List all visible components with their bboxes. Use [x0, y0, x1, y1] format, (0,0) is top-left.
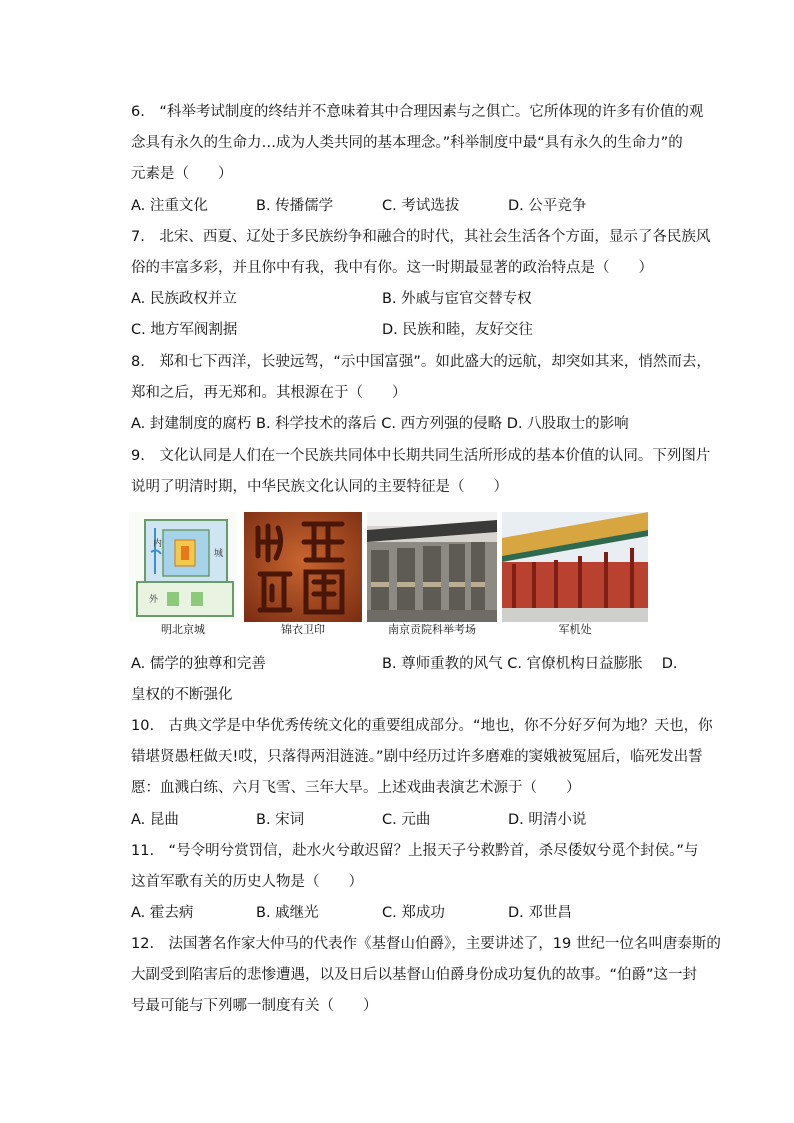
caption-exam-hall: 南京贡院科举考场 — [388, 623, 476, 636]
q7-stem-line-1: 7. 北宋、西夏、辽处于多民族纷争和融合的时代，其社会生活各个方面，显示了各民族风 — [131, 229, 711, 245]
q6-option-b[interactable]: B. 传播儒学 — [256, 198, 334, 214]
q6-stem-line-2: 念具有永久的生命力…成为人类共同的基本理念。”科举制度中最“具有永久的生命力”的 — [131, 135, 683, 151]
q10-option-d[interactable]: D. 明清小说 — [508, 812, 587, 828]
q11-option-b[interactable]: B. 戚继光 — [256, 905, 319, 921]
q11-stem-line-1: 11. “号令明兮赏罚信，赴水火兮敢迟留？上报天子兮救黔首，杀尽倭奴兮觅个封侯。”与 — [131, 843, 699, 859]
seal-image — [244, 512, 362, 622]
q8-options-line[interactable]: A. 封建制度的腐朽 B. 科学技术的落后 C. 西方列强的侵略 D. 八股取士的影响 — [131, 416, 629, 432]
q8-stem-line-2: 郑和之后，再无郑和。其根源在于（ ） — [131, 385, 407, 401]
q10-stem-line-2: 错堪贤愚枉做天!哎，只落得两泪涟涟。”剧中经历过许多磨难的窦娥被冤屈后，临死发出誓 — [131, 749, 703, 765]
q7-option-b[interactable]: B. 外戚与宦官交替专权 — [382, 291, 532, 307]
q6-stem-line-1: 6. “科举考试制度的终结并不意味着其中合理因素与之俱亡。它所体现的许多有价值的观 — [131, 104, 704, 120]
q11-option-c[interactable]: C. 郑成功 — [382, 905, 445, 921]
q10-stem-line-3: 愿：血溅白练、六月飞雪、三年大旱。上述戏曲表演艺术源于（ ） — [131, 780, 581, 796]
q9-image-row — [129, 512, 649, 637]
beijing-map-image — [129, 512, 237, 622]
q12-stem-line-2: 大副受到陷害后的悲惨遭遇，以及日后以基督山伯爵身份成功复仇的故事。“伯爵”这一封 — [131, 967, 698, 983]
q12-stem-line-3: 号最可能与下列哪一制度有关（ ） — [131, 998, 378, 1014]
caption-beijing: 明北京城 — [161, 623, 205, 636]
q12-stem-line-1: 12. 法国著名作家大仲马的代表作《基督山伯爵》，主要讲述了，19 世纪一位名叫唐泰斯的 — [131, 936, 721, 952]
q7-option-a[interactable]: A. 民族政权并立 — [131, 291, 237, 307]
junjichu-image — [502, 512, 648, 622]
q6-option-a[interactable]: A. 注重文化 — [131, 198, 208, 214]
q7-stem-line-2: 俗的丰富多彩，并且你中有我，我中有你。这一时期最显著的政治特点是（ ） — [131, 260, 653, 276]
q10-stem-line-1: 10. 古典文学是中华优秀传统文化的重要组成部分。“地也，你不分好歹何为地？天也，你 — [131, 718, 713, 734]
q7-option-d[interactable]: D. 民族和睦，友好交往 — [382, 322, 533, 338]
caption-seal: 锦衣卫印 — [281, 623, 325, 636]
map-label-outer: 外 — [149, 595, 159, 605]
q9-option-bcd[interactable]: B. 尊师重教的风气 C. 官僚机构日益膨胀 D. — [382, 656, 678, 672]
q11-stem-line-2: 这首军歌有关的历史人物是（ ） — [131, 874, 363, 890]
q6-stem-line-3: 元素是（ ） — [131, 166, 233, 182]
q10-option-b[interactable]: B. 宋词 — [256, 812, 305, 828]
q7-option-c[interactable]: C. 地方军阀割据 — [131, 322, 238, 338]
q11-option-a[interactable]: A. 霍去病 — [131, 905, 194, 921]
map-label-inner: 内 — [153, 539, 163, 549]
q6-option-c[interactable]: C. 考试选拔 — [382, 198, 460, 214]
q11-option-d[interactable]: D. 邓世昌 — [508, 905, 572, 921]
exam-hall-image — [367, 512, 497, 622]
q10-option-a[interactable]: A. 昆曲 — [131, 812, 179, 828]
q10-option-c[interactable]: C. 元曲 — [382, 812, 431, 828]
q9-option-a[interactable]: A. 儒学的独尊和完善 — [131, 656, 266, 672]
caption-junjichu: 军机处 — [558, 623, 592, 636]
q8-stem-line-1: 8. 郑和七下西洋，长驶远驾，“示中国富强”。如此盛大的远航，却突如其来，悄然而去， — [131, 354, 711, 370]
q9-option-d-cont[interactable]: 皇权的不断强化 — [131, 687, 233, 703]
q6-option-d[interactable]: D. 公平竞争 — [508, 198, 587, 214]
q9-stem-line-1: 9. 文化认同是人们在一个民族共同体中长期共同生活所形成的基本价值的认同。下列图片 — [131, 448, 711, 464]
q9-stem-line-2: 说明了明清时期，中华民族文化认同的主要特征是（ ） — [131, 479, 508, 495]
map-label-city: 城 — [214, 549, 224, 559]
